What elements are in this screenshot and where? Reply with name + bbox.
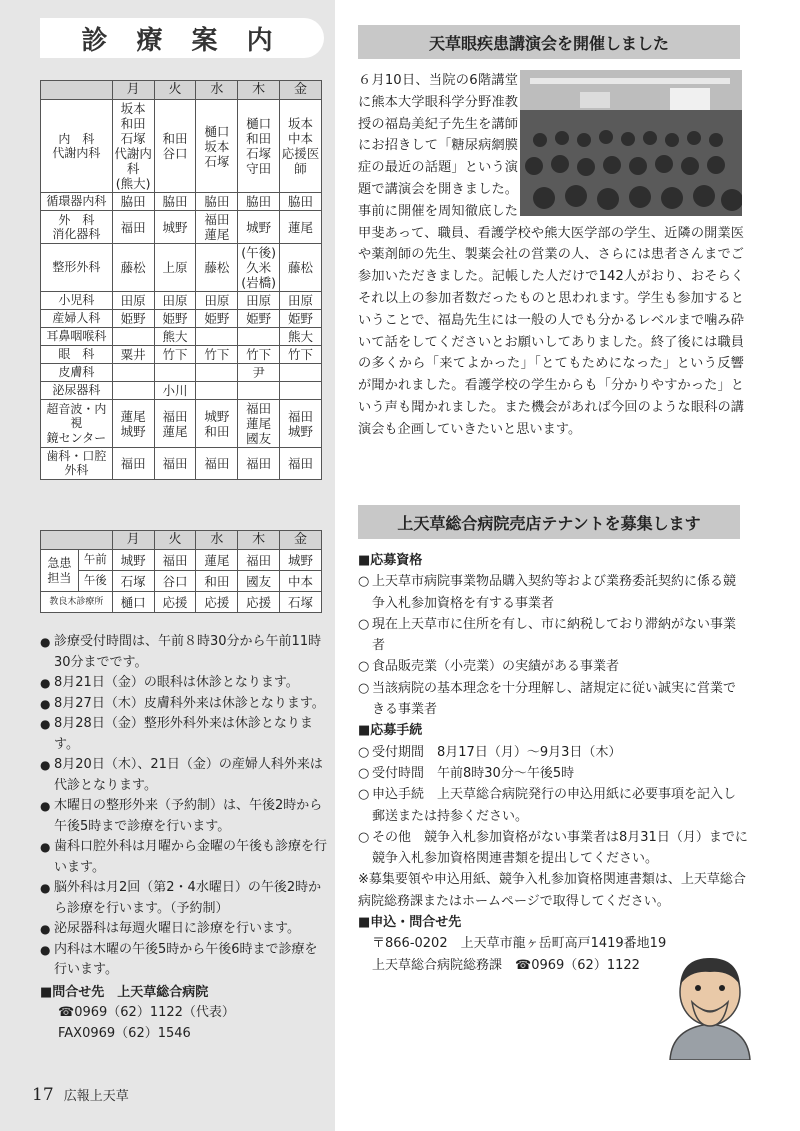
table-row bbox=[41, 448, 322, 480]
contact-block bbox=[40, 983, 330, 1045]
table-cell: 城野 bbox=[112, 550, 154, 571]
address-line: 〒866-0202 上天草市龍ヶ岳町高戸1419番地19 bbox=[372, 936, 667, 952]
doctor-cell: 藤松 bbox=[280, 244, 322, 292]
note-item bbox=[40, 755, 330, 796]
doctor-cell: 福田 bbox=[112, 448, 154, 480]
table-row bbox=[41, 571, 322, 592]
table-row bbox=[41, 592, 322, 613]
table-header-row bbox=[41, 531, 322, 550]
bullet-icon: ● bbox=[40, 717, 51, 731]
note-item bbox=[40, 940, 330, 981]
bullet-icon: ● bbox=[40, 696, 51, 711]
mascot-illustration bbox=[660, 950, 760, 1060]
header-cell bbox=[41, 81, 113, 100]
doctor-cell: 竹下 bbox=[154, 346, 196, 364]
doctor-cell bbox=[280, 382, 322, 400]
table-row bbox=[41, 550, 322, 571]
photo-spacer bbox=[518, 70, 744, 222]
bullet-icon: ● bbox=[40, 635, 51, 649]
recruit-body bbox=[358, 550, 748, 976]
doctor-cell: (午後) 久米 (岩橋) bbox=[238, 244, 280, 292]
procedure-heading: ■応募手続 bbox=[358, 723, 423, 739]
header-cell: 木 bbox=[238, 531, 280, 550]
department-label: 歯科・口腔外科 bbox=[41, 448, 113, 480]
contact-tel: ☎0969（62）1122（代表） bbox=[58, 1005, 235, 1020]
table-cell: 石塚 bbox=[112, 571, 154, 592]
notes-list bbox=[40, 632, 330, 1044]
circle-bullet-icon: ○ bbox=[358, 787, 370, 803]
doctor-cell: 田原 bbox=[112, 292, 154, 310]
schedule-table bbox=[40, 80, 322, 480]
bullet-icon: ● bbox=[40, 799, 51, 813]
doctor-cell: 竹下 bbox=[238, 346, 280, 364]
table-cell: 福田 bbox=[238, 550, 280, 571]
doctor-cell: 福田 bbox=[280, 448, 322, 480]
right-column bbox=[340, 0, 800, 1131]
list-item-text: 受付期間 8月17日（月）～9月3日（木） bbox=[372, 744, 622, 760]
doctor-cell bbox=[196, 364, 238, 382]
doctor-cell: 樋口 坂本 石塚 bbox=[196, 100, 238, 193]
table-row bbox=[41, 244, 322, 292]
table-row bbox=[41, 292, 322, 310]
note-item bbox=[40, 837, 330, 878]
note-text: 8月21日（金）の眼科は休診となります。 bbox=[54, 675, 299, 690]
doctor-cell bbox=[154, 364, 196, 382]
department-label: 眼 科 bbox=[41, 346, 113, 364]
list-item bbox=[358, 614, 748, 657]
bullet-icon: ● bbox=[40, 922, 51, 936]
list-item bbox=[358, 742, 748, 763]
table-cell: 和田 bbox=[196, 571, 238, 592]
bullet-icon: ● bbox=[40, 840, 51, 854]
title-text: 診 療 案 内 bbox=[81, 25, 283, 56]
doctor-cell: 蓮尾 城野 bbox=[112, 400, 154, 448]
doctor-cell: 藤松 bbox=[112, 244, 154, 292]
doctor-cell: 粟井 bbox=[112, 346, 154, 364]
department-label: 循環器内科 bbox=[41, 193, 113, 211]
clinic-label: 教良木診療所 bbox=[41, 592, 113, 613]
doctor-cell: 田原 bbox=[238, 292, 280, 310]
table-row bbox=[41, 346, 322, 364]
doctor-cell bbox=[112, 364, 154, 382]
doctor-cell: 姫野 bbox=[280, 310, 322, 328]
doctor-cell bbox=[238, 382, 280, 400]
header-cell: 火 bbox=[154, 81, 196, 100]
circle-bullet-icon: ○ bbox=[358, 829, 370, 845]
list-item bbox=[358, 827, 748, 870]
doctor-cell: 藤松 bbox=[196, 244, 238, 292]
table-cell: 福田 bbox=[154, 550, 196, 571]
header-cell: 水 bbox=[196, 81, 238, 100]
list-item-text: 現在上天草市に住所を有し、市に納税しており滞納がない事業者 bbox=[372, 616, 737, 654]
doctor-cell: 城野 和田 bbox=[196, 400, 238, 448]
doctor-cell bbox=[238, 328, 280, 346]
list-item-text: 申込手続 上天草総合病院発行の申込用紙に必要事項を記入し郵送または持参ください。 bbox=[372, 787, 737, 824]
table-row bbox=[41, 100, 322, 193]
table-cell: 樋口 bbox=[112, 592, 154, 613]
note-text: 8月20日（木）、21日（金）の産婦人科外来は代診となります。 bbox=[54, 757, 323, 793]
article-text: ６月10日、当院の6階講堂に熊本大学眼科学分野准教授の福島美紀子先生を講師にお招きして「糖尿病網膜症の最近の話題」という演題で講演会を開きました。事前に開催を周知徹底した甲斐あって、職員、看護学校や熊大医学部の学生、近隣の開業医や薬剤師の先生、製薬会社の営業の人、さらには患者さんまでご参加いただきました。記帳した人だけで142人がおり、おそらくそれ以上の参加者数だったものと思われます。学生も参加するということで、福島先生には一般の人でも分かるレベルまで噛み砕いて話をしてくださいとお願いしてありました。終了後には職員の多くから「来てよかった」「とてもためになった」という反響が聞かれました。看護学校の学生からも「分かりやすかった」という声も聞かれました。また機会があれば今回のような眼科の講演会も企画していきたいと思います。 bbox=[358, 73, 744, 437]
circle-bullet-icon: ○ bbox=[358, 659, 370, 675]
table-row bbox=[41, 400, 322, 448]
department-label: 外 科 消化器科 bbox=[41, 211, 113, 244]
list-item-text: その他 競争入札参加資格がない事業者は8月31日（月）までに競争入札参加資格関連書類を提出してください。 bbox=[372, 829, 748, 867]
note-item bbox=[40, 632, 330, 673]
doctor-cell: 坂本 和田 石塚 代謝内科 (熊大) bbox=[112, 100, 154, 193]
department-label: 産婦人科 bbox=[41, 310, 113, 328]
doctor-cell: 熊大 bbox=[280, 328, 322, 346]
doctor-cell bbox=[112, 328, 154, 346]
note-text: 8月27日（木）皮膚科外来は休診となります。 bbox=[54, 695, 325, 711]
department-label: 耳鼻咽喉科 bbox=[41, 328, 113, 346]
person-cupping-mouth-icon bbox=[660, 950, 760, 1060]
doctor-cell: 福田 bbox=[238, 448, 280, 480]
note-item bbox=[40, 796, 330, 837]
note-text: 泌尿器科は毎週火曜日に診療を行います。 bbox=[54, 921, 300, 936]
doctor-cell: 熊大 bbox=[154, 328, 196, 346]
department-label: 内 科 代謝内科 bbox=[41, 100, 113, 193]
circle-bullet-icon: ○ bbox=[358, 765, 370, 781]
table-cell: 國友 bbox=[238, 571, 280, 592]
list-item bbox=[358, 678, 748, 721]
table-row bbox=[41, 364, 322, 382]
doctor-cell: 脇田 bbox=[238, 193, 280, 211]
list-item bbox=[358, 571, 748, 614]
doctor-cell: 蓮尾 bbox=[280, 211, 322, 244]
office-line: 上天草総合病院総務課 ☎0969（62）1122 bbox=[372, 957, 640, 973]
page-number: 17 bbox=[32, 1085, 54, 1105]
circle-bullet-icon: ○ bbox=[358, 744, 370, 760]
note-text: 8月28日（金）整形外科外来は休診となります。 bbox=[54, 716, 313, 752]
table-row bbox=[41, 382, 322, 400]
doctor-cell bbox=[196, 382, 238, 400]
contact-heading: ■問合せ先 上天草総合病院 bbox=[40, 984, 209, 1000]
doctor-cell: 田原 bbox=[280, 292, 322, 310]
circle-bullet-icon: ○ bbox=[358, 616, 370, 632]
doctor-cell: 竹下 bbox=[280, 346, 322, 364]
article-body bbox=[358, 70, 744, 441]
department-label: 超音波・内視 鏡センター bbox=[41, 400, 113, 448]
header-cell: 水 bbox=[196, 531, 238, 550]
bullet-icon: ● bbox=[40, 881, 51, 895]
header-cell: 木 bbox=[238, 81, 280, 100]
header-cell: 月 bbox=[112, 81, 154, 100]
list-item bbox=[358, 784, 748, 827]
doctor-cell: 脇田 bbox=[112, 193, 154, 211]
note-item bbox=[40, 878, 330, 919]
doctor-cell: 田原 bbox=[154, 292, 196, 310]
table-row bbox=[41, 310, 322, 328]
doctor-cell: 姫野 bbox=[112, 310, 154, 328]
department-label: 皮膚科 bbox=[41, 364, 113, 382]
publication-name: 広報上天草 bbox=[63, 1089, 129, 1104]
doctor-cell: 福田 bbox=[154, 448, 196, 480]
circle-bullet-icon: ○ bbox=[358, 680, 370, 696]
doctor-cell: 和田 谷口 bbox=[154, 100, 196, 193]
doctor-cell: 姫野 bbox=[238, 310, 280, 328]
apply-contact-heading: ■申込・問合せ先 bbox=[358, 915, 462, 931]
doctor-cell bbox=[196, 328, 238, 346]
note-text: 脳外科は月2回（第2・4水曜日）の午後2時から診療を行います。（予約制） bbox=[54, 880, 322, 916]
table-cell: 谷口 bbox=[154, 571, 196, 592]
doctor-cell: 福田 蓮尾 bbox=[196, 211, 238, 244]
page-footer bbox=[32, 1085, 129, 1105]
note-text: 診療受付時間は、午前８時30分から午前11時30分までです。 bbox=[54, 634, 322, 670]
list-item bbox=[358, 656, 748, 677]
doctor-cell: 福田 蓮尾 bbox=[154, 400, 196, 448]
doctor-cell: 福田 蓮尾 國友 bbox=[238, 400, 280, 448]
table-header-row bbox=[41, 81, 322, 100]
shift-label: 午後 bbox=[78, 571, 112, 592]
list-item bbox=[358, 763, 748, 784]
bullet-icon: ● bbox=[40, 758, 51, 772]
doctor-cell: 尹 bbox=[238, 364, 280, 382]
list-item-text: 食品販売業（小売業）の実績がある事業者 bbox=[372, 659, 620, 675]
table-row bbox=[41, 211, 322, 244]
doctor-cell: 田原 bbox=[196, 292, 238, 310]
doctor-cell bbox=[112, 382, 154, 400]
asterisk-note-text: ※募集要領や申込用紙、競争入札参加資格関連書類は、上天草総合病院総務課またはホームページで取得してください。 bbox=[358, 872, 746, 909]
doctor-cell: 脇田 bbox=[154, 193, 196, 211]
table-cell: 城野 bbox=[280, 550, 322, 571]
doctor-cell: 上原 bbox=[154, 244, 196, 292]
doctor-cell: 姫野 bbox=[154, 310, 196, 328]
table-cell: 応援 bbox=[154, 592, 196, 613]
table-cell: 中本 bbox=[280, 571, 322, 592]
doctor-cell: 樋口 和田 石塚 守田 bbox=[238, 100, 280, 193]
table-row bbox=[41, 193, 322, 211]
doctor-cell: 脇田 bbox=[280, 193, 322, 211]
header-cell: 金 bbox=[280, 81, 322, 100]
note-item bbox=[40, 714, 330, 755]
header-cell bbox=[41, 531, 113, 550]
list-item-text: 当該病院の基本理念を十分理解し、諸規定に従い誠実に営業できる事業者 bbox=[372, 680, 737, 718]
table-row bbox=[41, 328, 322, 346]
note-text: 木曜日の整形外来（予約制）は、午後2時から午後5時まで診療を行います。 bbox=[54, 798, 323, 834]
bullet-icon: ● bbox=[40, 942, 51, 957]
table-cell: 石塚 bbox=[280, 592, 322, 613]
article-heading: 天草眼疾患講演会を開催しました bbox=[358, 25, 740, 59]
table-cell: 応援 bbox=[238, 592, 280, 613]
doctor-cell: 福田 bbox=[112, 211, 154, 244]
doctor-cell: 福田 城野 bbox=[280, 400, 322, 448]
department-label: 整形外科 bbox=[41, 244, 113, 292]
table-cell: 蓮尾 bbox=[196, 550, 238, 571]
shift-label: 午前 bbox=[78, 550, 112, 571]
circle-bullet-icon: ○ bbox=[358, 574, 370, 590]
doctor-cell: 竹下 bbox=[196, 346, 238, 364]
emergency-label: 急患 担当 bbox=[41, 550, 79, 592]
note-text: 歯科口腔外科は月曜から金曜の午後も診療を行います。 bbox=[54, 839, 328, 875]
note-text: 内科は木曜の午後5時から午後6時まで診療を行います。 bbox=[54, 941, 318, 977]
note-item bbox=[40, 673, 330, 694]
header-cell: 月 bbox=[112, 531, 154, 550]
doctor-cell: 小川 bbox=[154, 382, 196, 400]
doctor-cell: 坂本 中本 応援医師 bbox=[280, 100, 322, 193]
bullet-icon: ● bbox=[40, 676, 51, 690]
left-column bbox=[0, 0, 335, 1131]
emergency-table bbox=[40, 530, 322, 613]
list-item-text: 上天草市病院事業物品購入契約等および業務委託契約に係る競争入札参加資格を有する事業者 bbox=[372, 574, 737, 611]
list-item-text: 受付時間 午前8時30分～午後5時 bbox=[372, 765, 575, 781]
note-item bbox=[40, 919, 330, 940]
note-item bbox=[40, 694, 330, 715]
section-title bbox=[40, 18, 324, 58]
doctor-cell: 城野 bbox=[238, 211, 280, 244]
header-cell: 火 bbox=[154, 531, 196, 550]
recruit-heading: 上天草総合病院売店テナントを募集します bbox=[358, 505, 740, 539]
department-label: 泌尿器科 bbox=[41, 382, 113, 400]
contact-fax: FAX0969（62）1546 bbox=[58, 1025, 191, 1041]
doctor-cell bbox=[280, 364, 322, 382]
doctor-cell: 城野 bbox=[154, 211, 196, 244]
asterisk-note bbox=[358, 869, 748, 912]
qualifications-heading: ■応募資格 bbox=[358, 553, 423, 568]
header-cell: 金 bbox=[280, 531, 322, 550]
table-cell: 応援 bbox=[196, 592, 238, 613]
doctor-cell: 脇田 bbox=[196, 193, 238, 211]
department-label: 小児科 bbox=[41, 292, 113, 310]
doctor-cell: 姫野 bbox=[196, 310, 238, 328]
doctor-cell: 福田 bbox=[196, 448, 238, 480]
